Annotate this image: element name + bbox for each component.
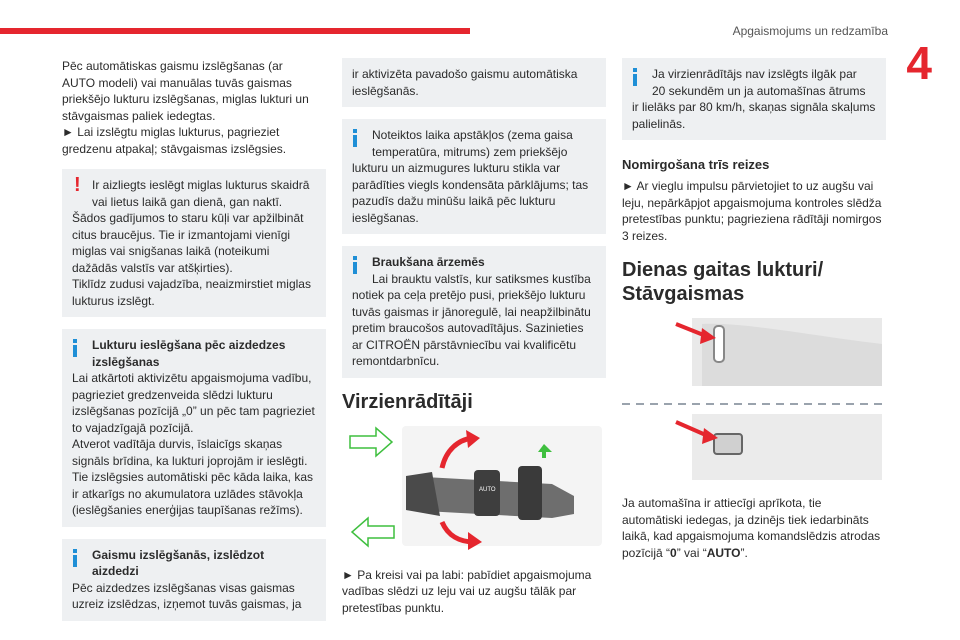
column-3 [622, 58, 886, 561]
info-box-driving-abroad: Braukšana ārzemēs Lai brauktu valstīs, kur satiksmes kustība notiek pa ceļa pretējo pusi, priekšējo lukturu tuvās gaismas ir jānoregulē, lai neapžilbinātu pretim braucošos autovadītājus. Sazinieties ar CITROËN pārstāvniecību vai kvalificētu remontdarbnīcu. [342, 246, 606, 378]
info-icon [353, 256, 357, 274]
column-2 [342, 58, 606, 616]
heading-three-flashes: Nomirgošana trīs reizes [622, 157, 770, 172]
info-icon [353, 129, 357, 147]
info-box-condensation: Noteiktos laika apstākļos (zema gaisa temperatūra, mitrums) zem priekšējo lukturu un aizmugures lukturu stikla var parādīties viegls kondensāta pārklājums; tas pazudīs dažu minūšu laikā pēc lukturu ieslēgšanas. [342, 119, 606, 234]
warning-box: ! Ir aizliegts ieslēgt miglas lukturus skaidrā vai lietus laikā gan dienā, gan naktī. Šādos gadījumos to staru kūļi var apžilbināt citus braucējus. Tie ir izmantojami vienīgi miglas vai snigšanas laikā (noteikumi dažādās valstīs var atšķirties). Tiklīdz zudusi vajadzība, neaizmirstiet miglas lukturus izslēgt. [62, 169, 326, 317]
daytime-lights-paragraph: Ja automašīna ir attiecīgi aprīkota, tie automātiski iedegas, ja dzinējs tiek iedarbināts laikā, kad apgaismojuma komandslēdzis atrodas pozīcijā “0” vai “AUTO”. [622, 496, 881, 560]
stalk-auto-label: AUTO [479, 486, 496, 493]
info-icon [73, 549, 77, 567]
arrow-left-outline [352, 518, 394, 546]
daytime-light-strip [714, 326, 724, 362]
light-switch [714, 434, 742, 454]
stalk-ring [474, 470, 500, 516]
chapter-number: 4 [906, 37, 932, 89]
stalk-illustration [342, 422, 606, 552]
info-box-signal-volume: Ja virzienrādītājs nav izslēgts ilgāk par 20 sekundēm un ja automašīnas ātrums ir lielāks par 80 km/h, skaņas signāla skaļums palielinās. [622, 58, 886, 140]
warning-icon: ! [74, 174, 81, 196]
section-title: Apgaismojums un redzamība [732, 24, 888, 38]
turn-signal-paragraph: ► Pa kreisi vai pa labi: pabīdiet apgaismojuma vadības slēdzi uz leju vai uz augšu tālāk par pretestības punktu. [342, 567, 592, 615]
heading-daytime-lights: Dienas gaitas lukturi/ Stāvgaismas [622, 259, 824, 305]
daytime-lights-illustration [622, 314, 886, 484]
arrow-right-outline [350, 428, 392, 456]
stalk-ring-2 [518, 466, 542, 520]
column-1 [62, 58, 326, 621]
three-flashes-paragraph: ► Ar vieglu impulsu pārvietojiet to uz augšu vai leju, nepārkāpjot apgaismojuma kontroles slēdža pretestības punktu; pagrieziena rādītāji nomirgos 3 reizes. [622, 179, 882, 243]
continuation-box: ir aktivizēta pavadošo gaismu automātiska ieslēgšanās. [342, 58, 606, 107]
info-box-lights-off-ignition: Gaismu izslēgšanās, izslēdzot aizdedzi Pēc aizdedzes izslēgšanas visas gaismas uzreiz izslēdzas, izņemot tuvās gaismas, ja [62, 539, 326, 621]
info-icon [633, 68, 637, 86]
intro-paragraph: Pēc automātiskas gaismu izslēgšanas (ar AUTO modeli) vai manuālas tuvās gaismas priekšējo lukturu izslēgšanas, miglas lukturi un stāvgaismas paliek iedegtas. ► Lai izslēgtu miglas lukturus, pagrieziet gredzenu atpakaļ; stāvgaismas izslēgsies. [62, 59, 309, 156]
heading-turn-signals: Virzienrādītāji [342, 390, 473, 413]
info-icon [73, 339, 77, 357]
info-box-lights-after-ignition: Lukturu ieslēgšana pēc aizdedzes izslēgšanas Lai atkārtoti aktivizētu apgaismojuma vadību, pagrieziet gredzenveida slēdzi lukturu izslēgšanas pozīcijā „0” un pēc tam pagrieziet to vajadzīgajā pozīcijā. Atverot vadītāja durvis, īslaicīgs skaņas signāls brīdina, ka lukturi joprojām ir ieslēgti. Tie izslēgsies automātiski pēc kāda laika, kas ir atkarīgs no akumulatora uzlādes stāvokļa (ieslēgšanies enerģijas taupīšanas režīms). [62, 329, 326, 527]
header-accent-bar [0, 28, 470, 34]
